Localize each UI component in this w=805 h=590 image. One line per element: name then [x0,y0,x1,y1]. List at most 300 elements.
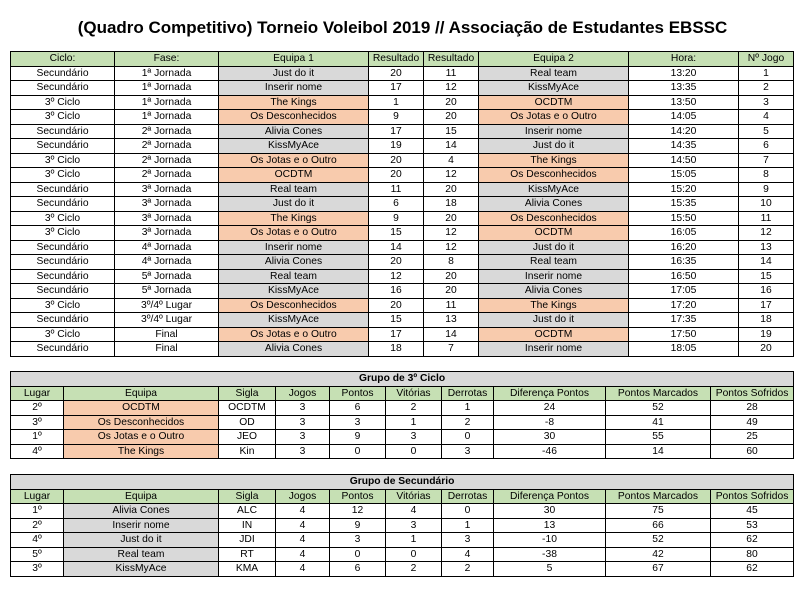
cell-marcados: 66 [606,518,711,533]
table-row [11,197,794,212]
cell-sigla: Kin [219,444,276,459]
cell-equipa2: OCDTM [479,327,629,342]
cell-equipa2: KissMyAce [479,182,629,197]
cell-ciclo: Secundário [11,182,115,197]
cell-diferenca: -46 [494,444,606,459]
cell-resultado1: 1 [369,95,424,110]
cell-equipa2: Os Desconhecidos [479,211,629,226]
table-row [11,562,794,577]
table-row [11,110,794,125]
header-vitorias: Vitórias [386,489,442,504]
cell-fase: 3ª Jornada [115,226,219,241]
header-pontos: Pontos [330,386,386,401]
cell-vitorias: 2 [386,562,442,577]
group-3ciclo-body [11,372,794,459]
group-title: Grupo de 3º Ciclo [11,372,794,387]
cell-lugar: 1º [11,504,64,519]
cell-resultado1: 12 [369,269,424,284]
cell-resultado2: 12 [424,81,479,96]
cell-fase: 3º/4º Lugar [115,313,219,328]
cell-equipa1: The Kings [219,211,369,226]
cell-equipa1: KissMyAce [219,139,369,154]
group-header-row [11,489,794,504]
cell-equipa1: Real team [219,182,369,197]
cell-sofridos: 25 [711,430,794,445]
cell-sigla: IN [219,518,276,533]
cell-lugar: 1º [11,430,64,445]
cell-pontos: 12 [330,504,386,519]
cell-equipa: Just do it [64,533,219,548]
cell-ciclo: Secundário [11,269,115,284]
cell-ciclo: 3º Ciclo [11,226,115,241]
cell-resultado1: 17 [369,327,424,342]
cell-hora: 16:05 [629,226,739,241]
cell-ciclo: Secundário [11,81,115,96]
cell-n-jogo: 12 [739,226,794,241]
cell-jogos: 4 [276,533,330,548]
cell-sofridos: 28 [711,401,794,416]
cell-resultado1: 20 [369,255,424,270]
cell-lugar: 4º [11,533,64,548]
header-marcados: Pontos Marcados [606,386,711,401]
cell-n-jogo: 18 [739,313,794,328]
cell-diferenca: -38 [494,547,606,562]
cell-equipa1: The Kings [219,95,369,110]
table-row [11,327,794,342]
cell-fase: 1ª Jornada [115,66,219,81]
cell-hora: 16:20 [629,240,739,255]
header-equipa: Equipa [64,489,219,504]
cell-resultado2: 20 [424,182,479,197]
cell-vitorias: 3 [386,430,442,445]
cell-equipa: OCDTM [64,401,219,416]
cell-vitorias: 0 [386,547,442,562]
cell-hora: 13:35 [629,81,739,96]
header-lugar: Lugar [11,386,64,401]
cell-marcados: 52 [606,401,711,416]
cell-resultado2: 18 [424,197,479,212]
cell-sofridos: 62 [711,562,794,577]
cell-fase: 1ª Jornada [115,110,219,125]
table-row [11,255,794,270]
cell-resultado2: 20 [424,110,479,125]
header-n-jogo: Nº Jogo [739,52,794,67]
cell-ciclo: 3º Ciclo [11,153,115,168]
cell-equipa2: KissMyAce [479,81,629,96]
table-row [11,139,794,154]
cell-resultado2: 12 [424,240,479,255]
cell-lugar: 4º [11,444,64,459]
cell-derrotas: 1 [442,401,494,416]
cell-n-jogo: 8 [739,168,794,183]
cell-lugar: 2º [11,401,64,416]
cell-resultado2: 20 [424,284,479,299]
cell-n-jogo: 4 [739,110,794,125]
header-derrotas: Derrotas [442,489,494,504]
cell-resultado2: 20 [424,269,479,284]
cell-ciclo: 3º Ciclo [11,110,115,125]
cell-n-jogo: 11 [739,211,794,226]
cell-equipa2: The Kings [479,153,629,168]
cell-equipa2: The Kings [479,298,629,313]
cell-jogos: 4 [276,504,330,519]
header-equipa1: Equipa 1 [219,52,369,67]
cell-lugar: 5º [11,547,64,562]
cell-pontos: 3 [330,533,386,548]
cell-equipa: KissMyAce [64,562,219,577]
cell-sofridos: 80 [711,547,794,562]
games-table [10,51,794,357]
cell-derrotas: 4 [442,547,494,562]
cell-sigla: JDI [219,533,276,548]
cell-equipa2: Just do it [479,313,629,328]
cell-equipa1: Os Desconhecidos [219,298,369,313]
header-marcados: Pontos Marcados [606,489,711,504]
cell-sofridos: 62 [711,533,794,548]
cell-n-jogo: 16 [739,284,794,299]
cell-equipa1: Inserir nome [219,240,369,255]
header-sofridos: Pontos Sofridos [711,386,794,401]
cell-n-jogo: 14 [739,255,794,270]
cell-equipa1: Just do it [219,66,369,81]
table-row [11,168,794,183]
cell-resultado1: 19 [369,139,424,154]
cell-diferenca: 5 [494,562,606,577]
cell-equipa2: Just do it [479,240,629,255]
cell-vitorias: 1 [386,533,442,548]
cell-lugar: 3º [11,562,64,577]
cell-fase: Final [115,342,219,357]
cell-hora: 17:20 [629,298,739,313]
cell-ciclo: Secundário [11,255,115,270]
cell-jogos: 3 [276,415,330,430]
header-jogos: Jogos [276,489,330,504]
header-sigla: Sigla [219,489,276,504]
cell-hora: 14:20 [629,124,739,139]
cell-resultado2: 14 [424,327,479,342]
cell-vitorias: 1 [386,415,442,430]
table-row [11,269,794,284]
cell-sofridos: 49 [711,415,794,430]
cell-equipa: Alivia Cones [64,504,219,519]
cell-equipa1: Os Jotas e o Outro [219,327,369,342]
cell-equipa2: Real team [479,66,629,81]
cell-equipa1: Os Jotas e o Outro [219,226,369,241]
cell-n-jogo: 2 [739,81,794,96]
table-row [11,226,794,241]
cell-fase: 4ª Jornada [115,240,219,255]
cell-resultado2: 7 [424,342,479,357]
group-title: Grupo de Secundário [11,475,794,490]
cell-derrotas: 3 [442,533,494,548]
cell-fase: 4ª Jornada [115,255,219,270]
cell-fase: 3ª Jornada [115,211,219,226]
cell-resultado2: 4 [424,153,479,168]
cell-n-jogo: 5 [739,124,794,139]
cell-resultado2: 15 [424,124,479,139]
group-secundario-table [10,474,794,577]
cell-pontos: 6 [330,401,386,416]
cell-fase: 1ª Jornada [115,95,219,110]
cell-derrotas: 0 [442,430,494,445]
cell-ciclo: Secundário [11,284,115,299]
cell-jogos: 4 [276,518,330,533]
table-row [11,298,794,313]
cell-resultado2: 20 [424,95,479,110]
cell-resultado1: 9 [369,211,424,226]
cell-sofridos: 60 [711,444,794,459]
cell-hora: 17:35 [629,313,739,328]
cell-equipa1: Alivia Cones [219,255,369,270]
cell-fase: Final [115,327,219,342]
cell-vitorias: 2 [386,401,442,416]
cell-marcados: 75 [606,504,711,519]
table-row [11,444,794,459]
table-row [11,66,794,81]
cell-resultado1: 16 [369,284,424,299]
cell-jogos: 3 [276,444,330,459]
cell-equipa: Inserir nome [64,518,219,533]
cell-sigla: OD [219,415,276,430]
cell-equipa: Real team [64,547,219,562]
cell-diferenca: 30 [494,504,606,519]
cell-jogos: 4 [276,562,330,577]
cell-equipa1: OCDTM [219,168,369,183]
cell-derrotas: 1 [442,518,494,533]
cell-hora: 15:50 [629,211,739,226]
group-3ciclo-table [10,371,794,459]
cell-vitorias: 4 [386,504,442,519]
header-ciclo: Ciclo: [11,52,115,67]
table-row [11,313,794,328]
cell-sigla: ALC [219,504,276,519]
cell-n-jogo: 19 [739,327,794,342]
cell-n-jogo: 10 [739,197,794,212]
cell-jogos: 3 [276,401,330,416]
cell-equipa1: Os Desconhecidos [219,110,369,125]
header-equipa2: Equipa 2 [479,52,629,67]
games-body [11,52,794,357]
cell-equipa: The Kings [64,444,219,459]
cell-derrotas: 2 [442,415,494,430]
header-equipa: Equipa [64,386,219,401]
cell-lugar: 3º [11,415,64,430]
cell-ciclo: Secundário [11,240,115,255]
cell-resultado1: 20 [369,298,424,313]
cell-equipa: Os Jotas e o Outro [64,430,219,445]
cell-hora: 15:20 [629,182,739,197]
cell-equipa1: Alivia Cones [219,124,369,139]
table-row [11,95,794,110]
cell-sigla: KMA [219,562,276,577]
cell-equipa2: Alivia Cones [479,197,629,212]
cell-hora: 15:05 [629,168,739,183]
table-row [11,518,794,533]
cell-equipa1: KissMyAce [219,313,369,328]
cell-hora: 16:35 [629,255,739,270]
cell-equipa1: Inserir nome [219,81,369,96]
cell-equipa2: Real team [479,255,629,270]
header-derrotas: Derrotas [442,386,494,401]
page-title: (Quadro Competitivo) Torneio Voleibol 2019 // Associação de Estudantes EBSSC [77,18,728,37]
cell-equipa2: OCDTM [479,95,629,110]
cell-hora: 17:05 [629,284,739,299]
cell-marcados: 14 [606,444,711,459]
cell-equipa2: Inserir nome [479,124,629,139]
table-row [11,153,794,168]
cell-hora: 13:20 [629,66,739,81]
table-row [11,504,794,519]
cell-ciclo: Secundário [11,139,115,154]
cell-marcados: 55 [606,430,711,445]
cell-resultado2: 14 [424,139,479,154]
table-row [11,533,794,548]
cell-fase: 3º/4º Lugar [115,298,219,313]
cell-fase: 3ª Jornada [115,197,219,212]
table-row [11,430,794,445]
cell-equipa1: Alivia Cones [219,342,369,357]
header-pontos: Pontos [330,489,386,504]
cell-vitorias: 3 [386,518,442,533]
header-resultado1: Resultado [369,52,424,67]
cell-resultado1: 17 [369,124,424,139]
table-row [11,211,794,226]
cell-derrotas: 0 [442,504,494,519]
cell-resultado2: 12 [424,168,479,183]
header-vitorias: Vitórias [386,386,442,401]
cell-ciclo: Secundário [11,197,115,212]
cell-equipa: Os Desconhecidos [64,415,219,430]
header-diferenca: Diferença Pontos [494,386,606,401]
group-header-row [11,386,794,401]
cell-derrotas: 3 [442,444,494,459]
cell-fase: 5ª Jornada [115,269,219,284]
cell-resultado1: 18 [369,342,424,357]
cell-pontos: 3 [330,415,386,430]
cell-n-jogo: 13 [739,240,794,255]
table-row [11,415,794,430]
games-header-row [11,52,794,67]
header-fase: Fase: [115,52,219,67]
cell-pontos: 9 [330,430,386,445]
cell-resultado1: 15 [369,313,424,328]
cell-sofridos: 45 [711,504,794,519]
table-row [11,124,794,139]
cell-resultado1: 9 [369,110,424,125]
cell-resultado2: 11 [424,298,479,313]
cell-resultado2: 8 [424,255,479,270]
cell-diferenca: 13 [494,518,606,533]
cell-resultado1: 20 [369,66,424,81]
cell-resultado1: 20 [369,168,424,183]
cell-marcados: 52 [606,533,711,548]
cell-n-jogo: 9 [739,182,794,197]
cell-hora: 15:35 [629,197,739,212]
cell-resultado2: 12 [424,226,479,241]
cell-equipa1: Real team [219,269,369,284]
cell-equipa1: Os Jotas e o Outro [219,153,369,168]
cell-equipa2: Inserir nome [479,342,629,357]
group-secundario-body [11,475,794,577]
cell-n-jogo: 15 [739,269,794,284]
group-title-row [11,372,794,387]
cell-equipa2: Just do it [479,139,629,154]
cell-hora: 16:50 [629,269,739,284]
cell-resultado1: 14 [369,240,424,255]
cell-diferenca: -10 [494,533,606,548]
cell-ciclo: Secundário [11,313,115,328]
cell-hora: 14:05 [629,110,739,125]
cell-sigla: OCDTM [219,401,276,416]
cell-ciclo: 3º Ciclo [11,298,115,313]
cell-hora: 17:50 [629,327,739,342]
table-row [11,182,794,197]
cell-resultado1: 6 [369,197,424,212]
group-title-row [11,475,794,490]
cell-fase: 2ª Jornada [115,139,219,154]
cell-pontos: 9 [330,518,386,533]
cell-equipa2: Os Jotas e o Outro [479,110,629,125]
cell-sigla: RT [219,547,276,562]
cell-n-jogo: 1 [739,66,794,81]
cell-equipa2: OCDTM [479,226,629,241]
cell-fase: 5ª Jornada [115,284,219,299]
cell-jogos: 3 [276,430,330,445]
cell-resultado1: 17 [369,81,424,96]
cell-n-jogo: 20 [739,342,794,357]
cell-resultado1: 15 [369,226,424,241]
header-diferenca: Diferença Pontos [494,489,606,504]
cell-hora: 13:50 [629,95,739,110]
cell-n-jogo: 3 [739,95,794,110]
cell-diferenca: -8 [494,415,606,430]
cell-pontos: 0 [330,547,386,562]
cell-vitorias: 0 [386,444,442,459]
cell-n-jogo: 17 [739,298,794,313]
cell-resultado1: 11 [369,182,424,197]
cell-marcados: 42 [606,547,711,562]
cell-resultado1: 20 [369,153,424,168]
cell-ciclo: Secundário [11,342,115,357]
cell-fase: 2ª Jornada [115,168,219,183]
cell-ciclo: Secundário [11,66,115,81]
cell-fase: 3ª Jornada [115,182,219,197]
table-row [11,240,794,255]
header-sofridos: Pontos Sofridos [711,489,794,504]
cell-resultado2: 20 [424,211,479,226]
cell-resultado2: 11 [424,66,479,81]
cell-hora: 14:35 [629,139,739,154]
cell-diferenca: 24 [494,401,606,416]
cell-fase: 2ª Jornada [115,124,219,139]
cell-lugar: 2º [11,518,64,533]
cell-pontos: 0 [330,444,386,459]
cell-marcados: 67 [606,562,711,577]
cell-n-jogo: 7 [739,153,794,168]
cell-ciclo: 3º Ciclo [11,327,115,342]
cell-n-jogo: 6 [739,139,794,154]
header-resultado2: Resultado [424,52,479,67]
table-row [11,401,794,416]
table-row [11,284,794,299]
cell-resultado2: 13 [424,313,479,328]
cell-fase: 1ª Jornada [115,81,219,96]
cell-marcados: 41 [606,415,711,430]
cell-equipa1: Just do it [219,197,369,212]
cell-equipa2: Inserir nome [479,269,629,284]
cell-sigla: JEO [219,430,276,445]
header-hora: Hora: [629,52,739,67]
